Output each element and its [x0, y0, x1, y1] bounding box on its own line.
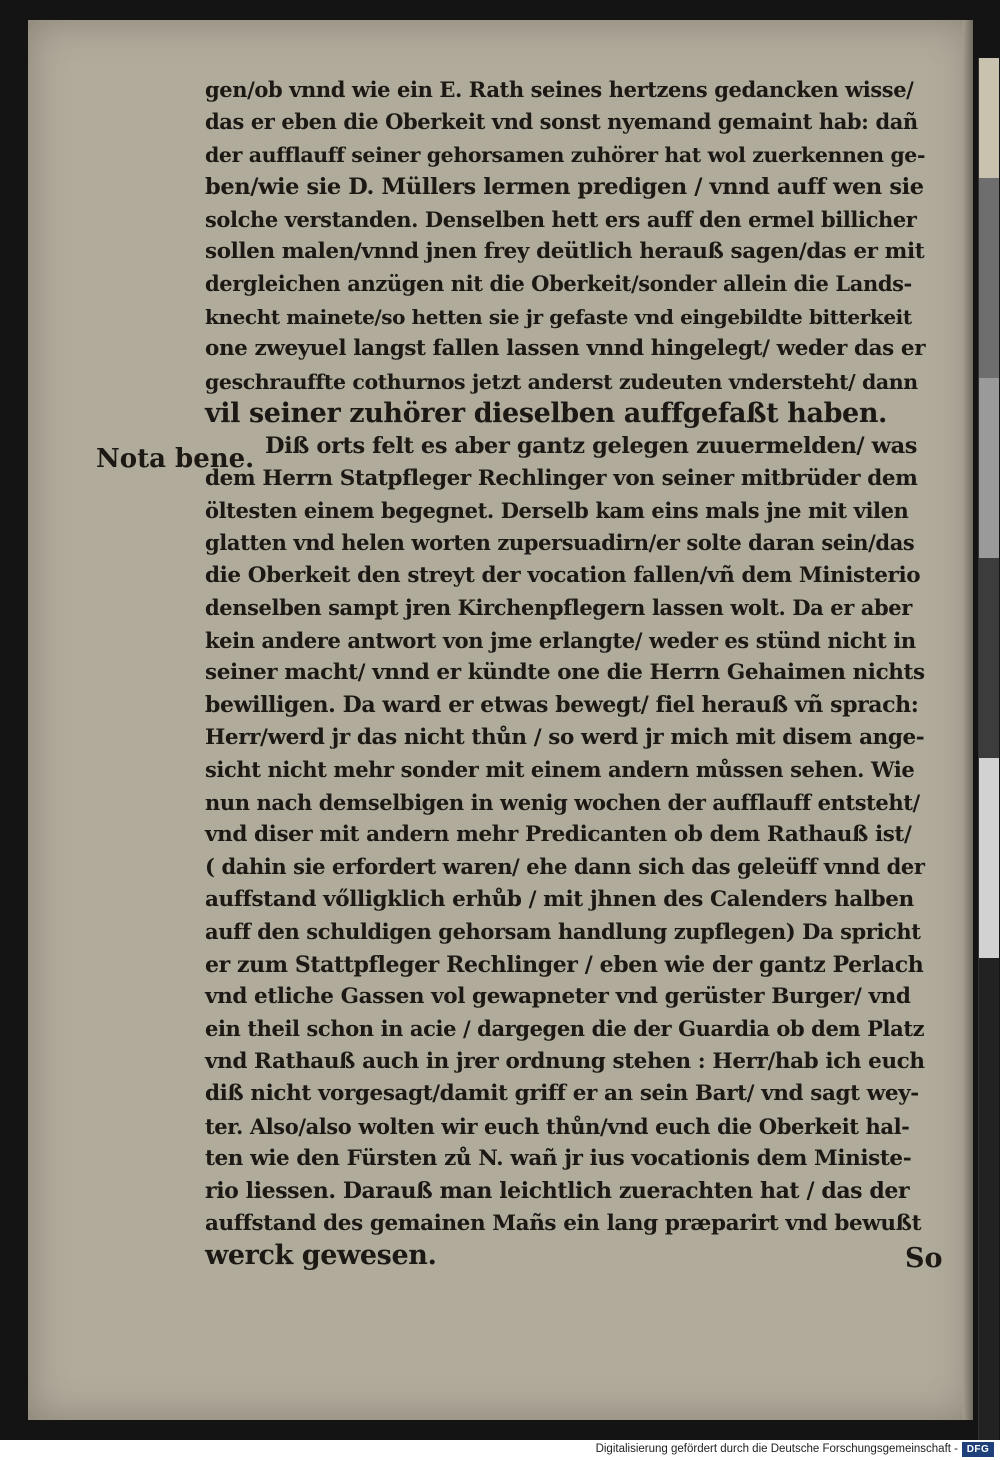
text-line: rio liessen. Darauß man leichtlich zuerachten hat / das der — [205, 1178, 910, 1205]
text-line: vnd Rathauß auch in jrer ordnung stehen : Herr/hab ich euch — [205, 1048, 925, 1074]
text-line: dergleichen anzügen nit die Oberkeit/sonder allein die Lands- — [205, 271, 912, 297]
footer-credit: Digitalisierung gefördert durch die Deutsche Forschungsgemeinschaft - — [595, 1443, 958, 1455]
text-line: bewilligen. Da ward er etwas bewegt/ fiel herauß vñ sprach: — [205, 692, 919, 719]
text-line: solche verstanden. Denselben hett ers auff den ermel billicher — [205, 206, 917, 232]
text-line: vnd etliche Gassen vol gewapneter vnd gerüster Burger/ vnd — [205, 983, 911, 1009]
text-line: gen/ob vnnd wie ein E. Rath seines hertzens gedancken wisse/ — [205, 77, 914, 102]
text-line: öltesten einem begegnet. Derselb kam eins mals jne mit vilen — [205, 498, 909, 524]
text-line: ein theil schon in acie / dargegen die der Guardia ob dem Platz — [205, 1016, 925, 1042]
text-line: ( dahin sie erfordert waren/ ehe dann sich das geleüff vnnd der — [205, 854, 925, 880]
text-line: auffstand vőlligklich erhůb / mit jhnen des Calenders halben — [205, 886, 914, 912]
text-line: nun nach demselbigen in wenig wochen der aufflauff entsteht/ — [205, 789, 920, 815]
text-line: ten wie den Fürsten zů N. wañ jr ius vocationis dem Ministe- — [205, 1145, 912, 1171]
text-line: Herr/werd jr das nicht thůn / so werd jr mich mit disem ange- — [205, 724, 925, 750]
margin-note: Nota bene. — [96, 444, 255, 474]
page-edge — [963, 20, 973, 1420]
catchword: So — [905, 1243, 943, 1274]
text-line: denselben sampt jren Kirchenpflegern lassen wolt. Da er aber — [205, 595, 912, 621]
text-line: glatten vnd helen worten zupersuadirn/er solte daran sein/das — [205, 530, 915, 556]
color-calibration-strip — [978, 58, 999, 1443]
text-line: das er eben die Oberkeit vnd sonst nyemand gemaint hab: dañ — [205, 109, 918, 135]
text-line: er zum Stattpfleger Rechlinger / eben wie der gantz Perlach — [205, 951, 924, 978]
text-line: one zweyuel langst fallen lassen vnnd hingelegt/ weder das er — [205, 336, 926, 362]
text-line: auffstand des gemainen Mañs ein lang præparirt vnd bewußt — [205, 1210, 922, 1236]
text-line: die Oberkeit den streyt der vocation fallen/vñ dem Ministerio — [205, 562, 921, 588]
text-line: sicht nicht mehr sonder mit einem andern můssen sehen. Wie — [205, 757, 915, 783]
text-line: Diß orts felt es aber gantz gelegen zuuermelden/ was — [265, 433, 918, 460]
text-line: seiner macht/ vnnd er kündte one die Herrn Gehaimen nichts — [205, 660, 925, 686]
text-line: vnd diser mit andern mehr Predicanten ob dem Rathauß ist/ — [205, 821, 912, 847]
text-line: diß nicht vorgesagt/damit griff er an sein Bart/ vnd sagt wey- — [205, 1081, 919, 1107]
text-line: ben/wie sie D. Müllers lermen predigen / vnnd auff wen sie — [205, 174, 924, 201]
body-text — [205, 74, 925, 1272]
dfg-logo: DFG — [962, 1442, 994, 1457]
text-line: werck gewesen. — [205, 1240, 437, 1272]
text-line: dem Herrn Statpfleger Rechlinger von seiner mitbrüder dem — [205, 465, 918, 491]
text-line: geschrauffte cothurnos jetzt anderst zudeuten vndersteht/ dann — [205, 369, 918, 394]
text-line: kein andere antwort von jme erlangte/ weder es stünd nicht in — [205, 627, 916, 653]
text-line: ter. Also/also wolten wir euch thůn/vnd euch die Oberkeit hal- — [205, 1113, 910, 1139]
text-line: der aufflauff seiner gehorsamen zuhörer hat wol zuerkennen ge- — [205, 142, 926, 167]
text-line: vil seiner zuhörer dieselben auffgefaßt haben. — [205, 397, 888, 429]
text-line: auff den schuldigen gehorsam handlung zupflegen) Da spricht — [205, 919, 921, 945]
text-line: sollen malen/vnnd jnen frey deütlich herauß sagen/das er mit — [205, 238, 925, 264]
text-line: knecht mainete/so hetten sie jr gefaste vnd eingebildte bitterkeit — [205, 304, 912, 329]
